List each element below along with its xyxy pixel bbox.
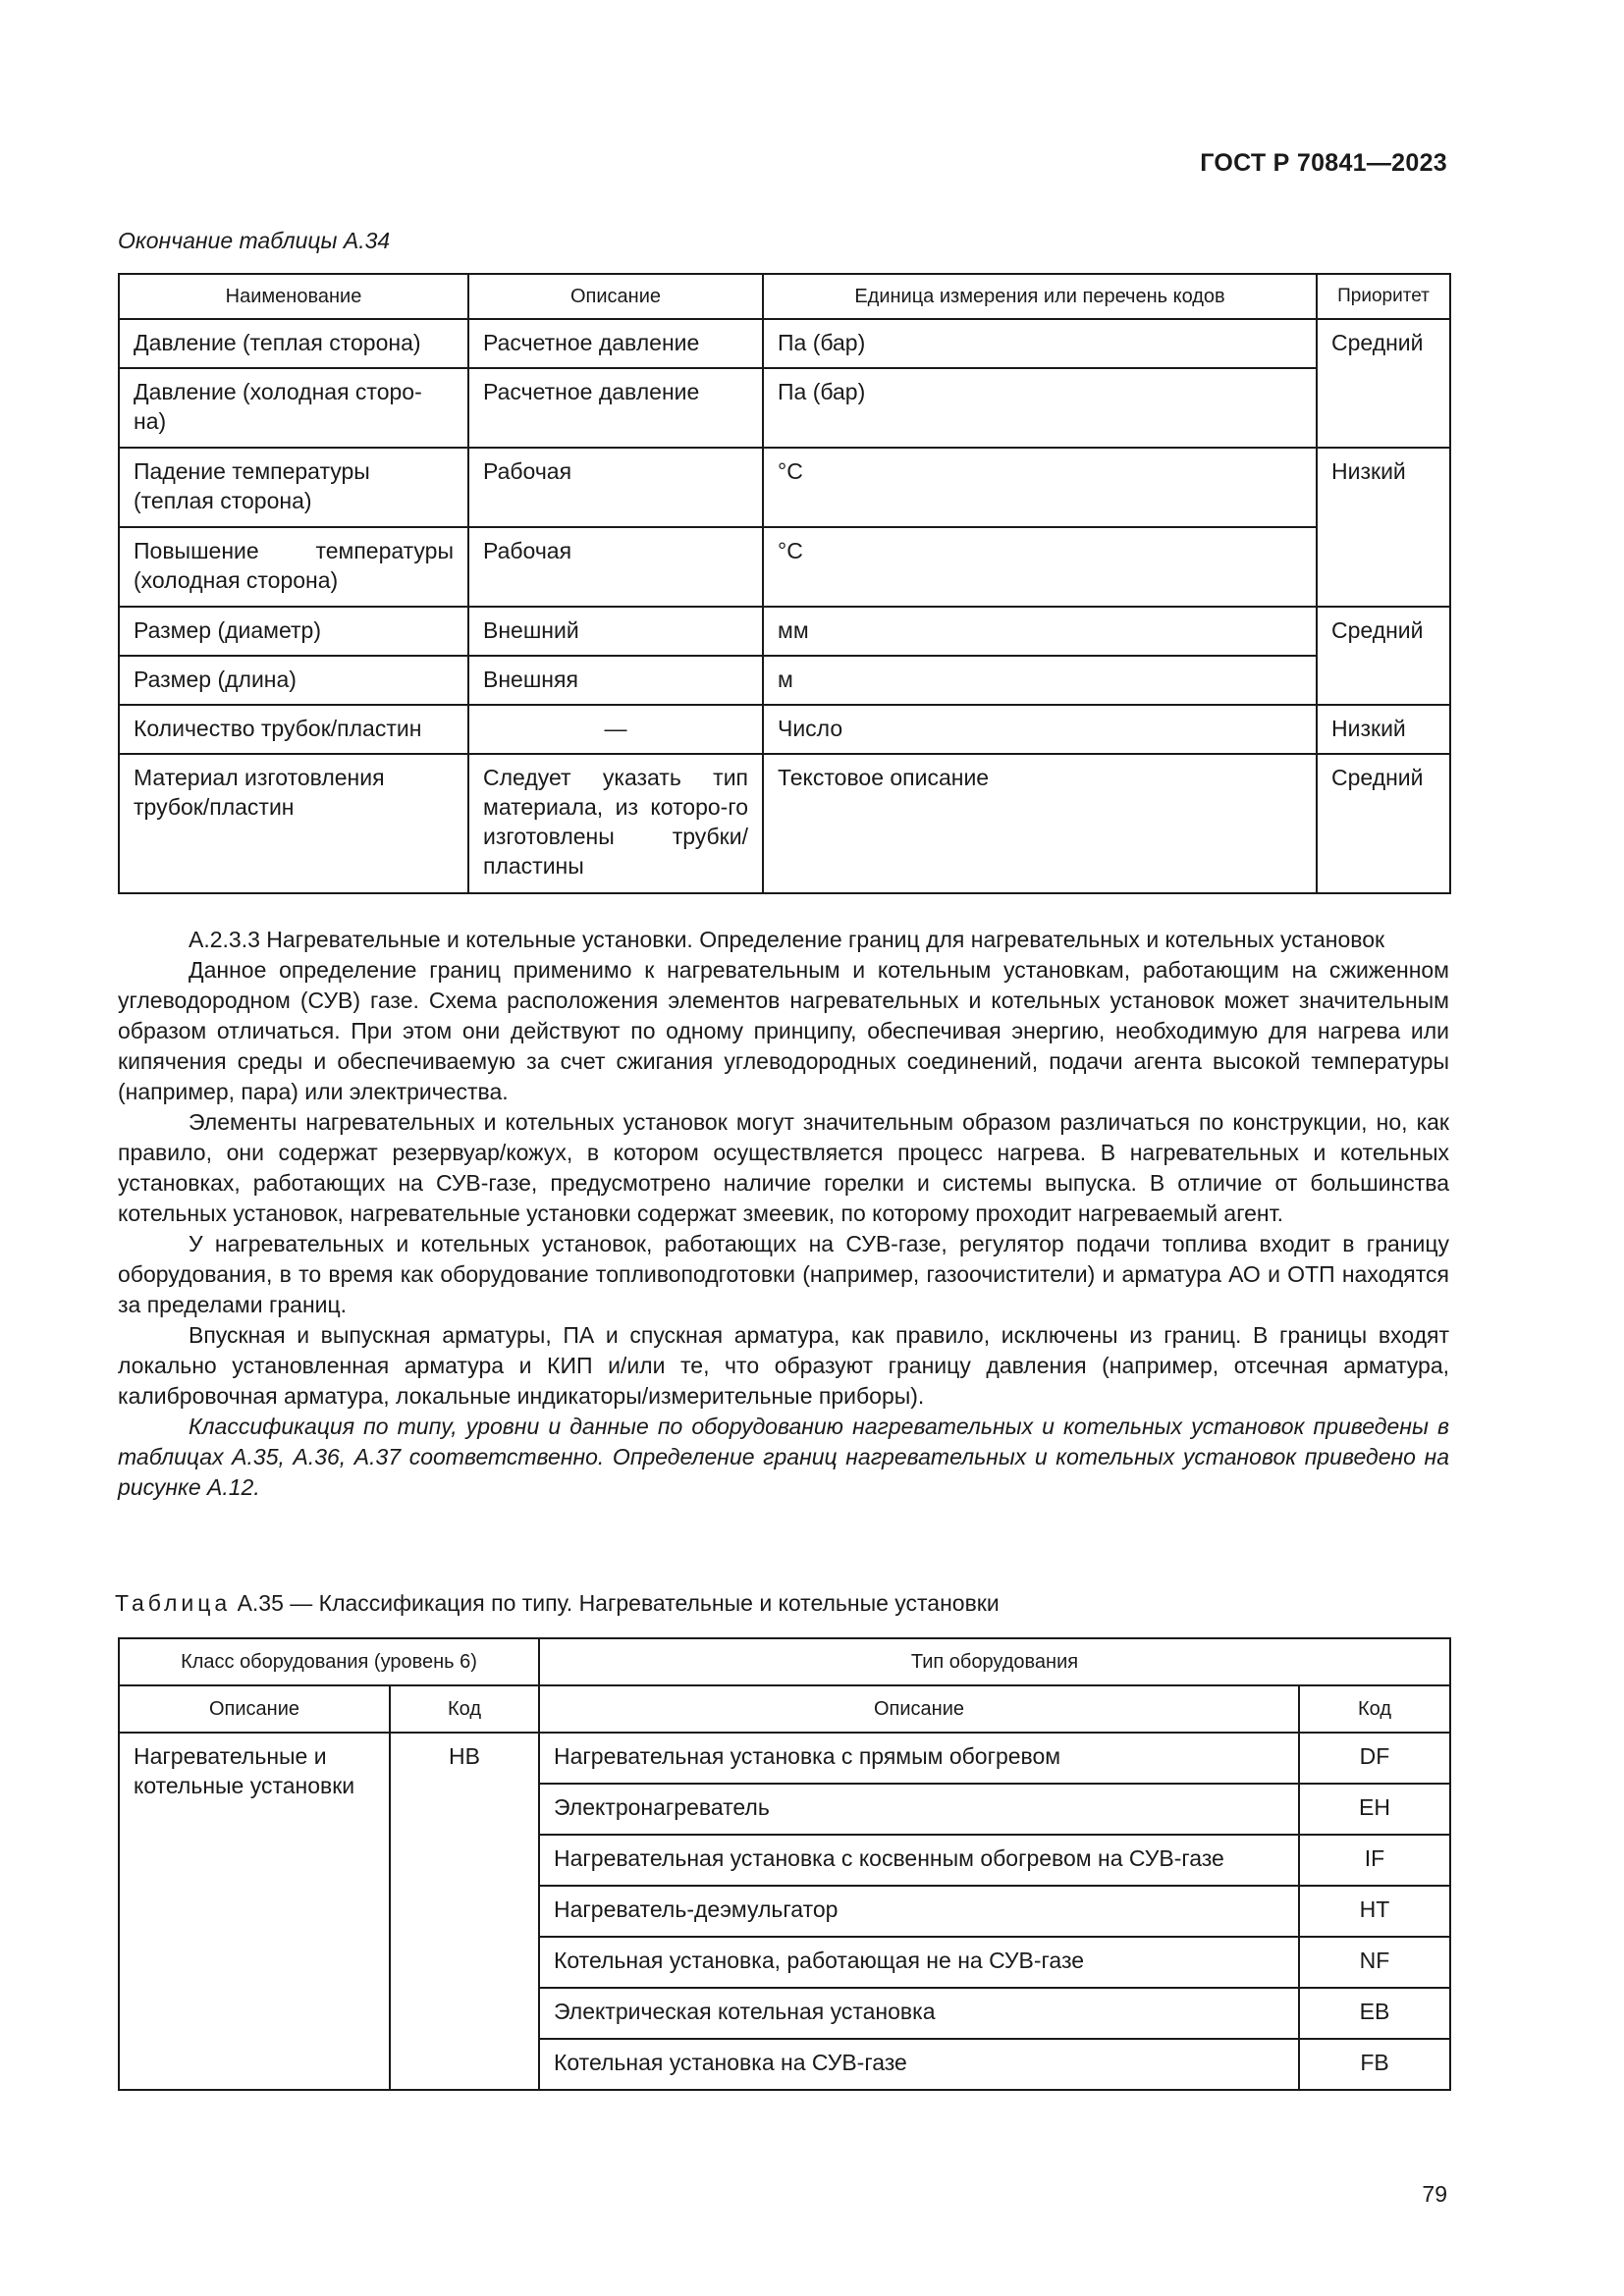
- cell-unit: Па (бар): [763, 319, 1317, 368]
- table-row: [119, 527, 1450, 607]
- class-code: HB: [390, 1733, 539, 2090]
- table-row: [119, 448, 1450, 527]
- column-header: Код: [390, 1685, 539, 1733]
- column-header: Приоритет: [1317, 274, 1450, 319]
- cell-unit: Текстовое описание: [763, 754, 1317, 893]
- cell-priority: Средний: [1317, 607, 1450, 705]
- cell-description: Внешняя: [468, 656, 763, 705]
- cell-description: Рабочая: [468, 527, 763, 607]
- type-code: HT: [1299, 1886, 1450, 1937]
- type-description: Нагреватель-деэмульгатор: [539, 1886, 1299, 1937]
- cell-name: Падение температуры (теплая сторона): [119, 448, 468, 527]
- cell-unit: мм: [763, 607, 1317, 656]
- cell-description: Следует указать тип материала, из которо-го изготовлены трубки/пластины: [468, 754, 763, 893]
- type-code: EH: [1299, 1784, 1450, 1835]
- table-caption-text: А.35 — Классификация по типу. Нагревательные и котельные установки: [237, 1590, 1000, 1616]
- type-code: NF: [1299, 1937, 1450, 1988]
- group-header: Тип оборудования: [539, 1638, 1450, 1685]
- cell-description: Расчетное давление: [468, 319, 763, 368]
- column-header: Единица измерения или перечень кодов: [763, 274, 1317, 319]
- paragraph: У нагревательных и котельных установок, работающих на СУВ-газе, регулятор подачи топлива входит в границу оборудования, в то время как оборудование топливоподготовки (например, газоочистители) и арматура АО и ОТП находятся за пределами границ.: [118, 1231, 1449, 1317]
- cell-name: Количество трубок/пластин: [119, 705, 468, 754]
- table-continuation-caption: Окончание таблицы А.34: [118, 228, 391, 253]
- cell-unit: Число: [763, 705, 1317, 754]
- cell-priority: Средний: [1317, 319, 1450, 448]
- page-number: 79: [1422, 2181, 1447, 2207]
- paragraph-italic: Классификация по типу, уровни и данные по оборудованию нагревательных и котельных установок приведены в таблицах А.35, А.36, А.37 соответственно. Определение границ нагревательных и котельных установок приведено на рисунке А.12.: [118, 1414, 1449, 1500]
- type-description: Котельная установка на СУВ-газе: [539, 2039, 1299, 2090]
- paragraph: Данное определение границ применимо к нагревательным и котельным установкам, работающим на сжиженном углеводородном (СУВ) газе. Схема расположения элементов нагревательных и котельных установок может значительным образом отличаться. При этом они действуют по одному принципу, обеспечивая энергию, необходимую для нагрева или кипячения среды и обеспечиваемую за счет сжигания углеводородных соединений, подачи агента высокой температуры (например, пара) или электричества.: [118, 957, 1449, 1104]
- column-header: Код: [1299, 1685, 1450, 1733]
- type-description: Нагревательная установка с прямым обогревом: [539, 1733, 1299, 1784]
- cell-unit: °C: [763, 527, 1317, 607]
- cell-name: Давление (холодная сторо-на): [119, 368, 468, 448]
- cell-name: Давление (теплая сторона): [119, 319, 468, 368]
- cell-name: Размер (диаметр): [119, 607, 468, 656]
- table-caption-prefix: Таблица: [115, 1590, 232, 1616]
- table-row: [119, 656, 1450, 705]
- type-code: FB: [1299, 2039, 1450, 2090]
- type-description: Котельная установка, работающая не на СУВ-газе: [539, 1937, 1299, 1988]
- table-row: [119, 705, 1450, 754]
- column-header: Описание: [539, 1685, 1299, 1733]
- table-a34: [118, 273, 1451, 894]
- table-row: [119, 607, 1450, 656]
- cell-description: Рабочая: [468, 448, 763, 527]
- group-header: Класс оборудования (уровень 6): [119, 1638, 539, 1685]
- cell-unit: Па (бар): [763, 368, 1317, 448]
- type-description: Электрическая котельная установка: [539, 1988, 1299, 2039]
- document-id: ГОСТ Р 70841—2023: [1200, 149, 1447, 177]
- cell-priority: Низкий: [1317, 705, 1450, 754]
- column-header: Наименование: [119, 274, 468, 319]
- cell-unit: °C: [763, 448, 1317, 527]
- table-row: [119, 319, 1450, 368]
- cell-name: Размер (длина): [119, 656, 468, 705]
- section-heading-paragraph: А.2.3.3 Нагревательные и котельные установки. Определение границ для нагревательных и котельных установок: [189, 927, 1385, 952]
- table-a35-caption: [115, 1590, 1000, 1617]
- cell-description: Внешний: [468, 607, 763, 656]
- cell-unit: м: [763, 656, 1317, 705]
- paragraph: Впускная и выпускная арматуры, ПА и спускная арматура, как правило, исключены из границ. В границы входят локально установленная арматура и КИП и/или те, что образуют границу давления (например, отсечная арматура, калибровочная арматура, локальные индикаторы/измерительные приборы).: [118, 1322, 1449, 1409]
- cell-description: —: [468, 705, 763, 754]
- column-header: Описание: [119, 1685, 390, 1733]
- cell-priority: Средний: [1317, 754, 1450, 893]
- section-body: [118, 925, 1449, 1503]
- type-description: Электронагреватель: [539, 1784, 1299, 1835]
- table-row: [119, 754, 1450, 893]
- table-a35: [118, 1637, 1451, 2091]
- type-code: EB: [1299, 1988, 1450, 2039]
- type-code: DF: [1299, 1733, 1450, 1784]
- type-code: IF: [1299, 1835, 1450, 1886]
- type-description: Нагревательная установка с косвенным обогревом на СУВ-газе: [539, 1835, 1299, 1886]
- table-row: [119, 1733, 1450, 1784]
- cell-name: Материал изготовления трубок/пластин: [119, 754, 468, 893]
- table-row: [119, 368, 1450, 448]
- cell-description: Расчетное давление: [468, 368, 763, 448]
- class-description: Нагревательные и котельные установки: [119, 1733, 390, 2090]
- paragraph: Элементы нагревательных и котельных установок могут значительным образом различаться по конструкции, но, как правило, они содержат резервуар/кожух, в котором осуществляется процесс нагрева. В нагревательных и котельных установках, работающих на СУВ-газе, предусмотрено наличие горелки и системы выпуска. В отличие от большинства котельных установок, нагревательные установки содержат змеевик, по которому проходит нагреваемый агент.: [118, 1109, 1449, 1226]
- column-header: Описание: [468, 274, 763, 319]
- cell-priority: Низкий: [1317, 448, 1450, 607]
- cell-name: Повышение температуры (холодная сторона): [119, 527, 468, 607]
